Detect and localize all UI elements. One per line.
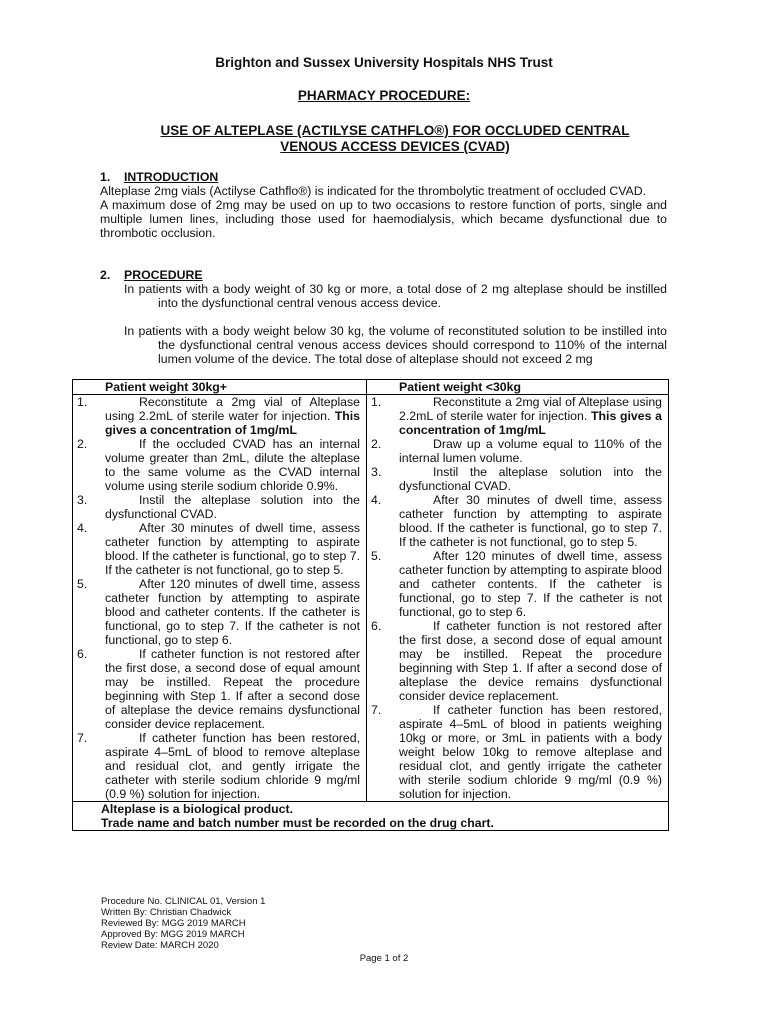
organisation-heading: Brighton and Sussex University Hospitals NHS Trust [215, 55, 553, 70]
step-text [105, 647, 360, 731]
step-body: If catheter function is not restored after the first dose, a second dose of equal amount may be instilled. Repeat the procedure beginning with Step 1. If after a second dose of alteplase the device remains dysfunctional consider device replacement. [399, 619, 662, 703]
step-number: 3. [77, 493, 88, 507]
step-text [399, 437, 662, 465]
step-body: Instil the alteplase solution into the dysfunctional CVAD. [105, 493, 360, 521]
step-body: Draw up a volume equal to 110% of the internal lumen volume. [399, 437, 662, 465]
procedure-heading [100, 268, 667, 282]
procedure-type-heading: PHARMACY PROCEDURE: [297, 88, 471, 103]
right-step-7 [371, 703, 662, 801]
step-text [105, 521, 360, 577]
step-number: 4. [371, 493, 382, 507]
step-body: If the occluded CVAD has an internal volume greater than 2mL, dilute the alteplase to the same volume as the CVAD internal volume using sterile sodium chloride 0.9%. [105, 437, 360, 493]
reviewed-by: Reviewed By: MGG 2019 MARCH [101, 918, 246, 929]
step-number: 3. [371, 465, 382, 479]
procedure-paragraph-1: In patients with a body weight of 30 kg or more, a total dose of 2 mg alteplase should be instilled into the dysfunctional central venous access device. [124, 282, 667, 310]
left-step-2 [77, 437, 360, 493]
step-number: 4. [77, 521, 88, 535]
procedure-number: Procedure No. CLINICAL 01, Version 1 [101, 896, 266, 907]
table-footer-row [73, 802, 669, 831]
step-emphasis: This gives a concentration of 1mg/mL [399, 409, 662, 437]
document-metadata [101, 896, 265, 951]
approved-by: Approved By: MGG 2019 MARCH [101, 929, 245, 940]
right-step-3 [371, 465, 662, 493]
procedure-paragraph-2: In patients with a body weight below 30 kg, the volume of reconstituted solution to be instilled into the dysfunctional central venous access devices should correspond to 110% of the internal lumen volume of the device. The total dose of alteplase should not exceed 2 mg [124, 324, 667, 366]
right-step-2 [371, 437, 662, 465]
right-step-5 [371, 549, 662, 619]
step-number: 2. [77, 437, 88, 451]
left-step-3 [77, 493, 360, 521]
left-step-5 [77, 577, 360, 647]
step-number: 2. [371, 437, 382, 451]
step-number: 5. [371, 549, 382, 563]
review-date: Review Date: MARCH 2020 [101, 940, 219, 951]
step-body: Reconstitute a 2mg vial of Alteplase using 2.2mL of sterile water for injection. [399, 395, 662, 423]
note-line-1: Alteplase is a biological product. [101, 802, 294, 816]
right-step-4 [371, 493, 662, 549]
step-emphasis: This gives a concentration of 1mg/mL [105, 409, 360, 437]
step-number: 7. [77, 731, 88, 745]
step-body: If catheter function has been restored, aspirate 4–5mL of blood to remove alteplase and residual clot, and gently irrigate the catheter with sterile sodium chloride 9 mg/ml (0.9 %) solution for injection. [105, 731, 360, 801]
step-number: 7. [371, 703, 382, 717]
left-steps-cell [73, 395, 367, 802]
left-step-1 [77, 395, 360, 437]
step-body: Reconstitute a 2mg vial of Alteplase using 2.2mL of sterile water for injection. [105, 395, 360, 423]
introduction-paragraph-1: Alteplase 2mg vials (Actilyse Cathflo®) is indicated for the thrombolytic treatment of occluded CVAD. [100, 184, 647, 198]
document-title [110, 123, 680, 155]
step-body: After 30 minutes of dwell time, assess catheter function by attempting to aspirate blood. If the catheter is functional, go to step 7. If the catheter is not functional, go to step 5. [105, 521, 360, 577]
step-body: After 30 minutes of dwell time, assess catheter function by attempting to aspirate blood. If the catheter is functional, go to step 7. If the catheter is not functional, go to step 5. [399, 493, 662, 549]
title-line-2: VENOUS ACCESS DEVICES (CVAD) [280, 139, 510, 154]
step-text [399, 619, 662, 703]
section-number: 2. [100, 268, 111, 282]
title-line-1: USE OF ALTEPLASE (ACTILYSE CATHFLO®) FOR OCCLUDED CENTRAL [160, 123, 630, 138]
biological-product-note [73, 802, 669, 831]
introduction-section [100, 170, 667, 240]
step-text [105, 731, 360, 801]
step-text [105, 577, 360, 647]
note-line-2: Trade name and batch number must be recorded on the drug chart. [101, 816, 494, 830]
right-column-header: Patient weight <30kg [367, 380, 669, 395]
step-text [399, 395, 662, 437]
step-body: After 120 minutes of dwell time, assess catheter function by attempting to aspirate blood and catheter contents. If the catheter is functional, go to step 7. If the catheter is not functional, go to step 6. [105, 577, 360, 647]
right-step-1 [371, 395, 662, 437]
step-body: Instil the alteplase solution into the dysfunctional CVAD. [399, 465, 662, 493]
table-header-row [73, 380, 669, 395]
step-number: 1. [371, 395, 382, 409]
step-number: 6. [77, 647, 88, 661]
right-step-6 [371, 619, 662, 703]
page-number: Page 1 of 2 [359, 953, 409, 964]
introduction-heading [100, 170, 667, 184]
section-title: PROCEDURE [124, 268, 203, 282]
procedure-section [100, 268, 667, 366]
dosing-steps-table [72, 379, 669, 831]
left-step-4 [77, 521, 360, 577]
section-number: 1. [100, 170, 111, 184]
step-text [105, 437, 360, 493]
step-text [399, 703, 662, 801]
table-steps-row [73, 395, 669, 802]
step-text [399, 493, 662, 549]
step-text [105, 395, 360, 437]
left-step-6 [77, 647, 360, 731]
step-body: If catheter function has been restored, aspirate 4–5mL of blood in patients weighing 10kg or more, or 3mL in patients with a body weight below 10kg to remove alteplase and residual clot, and gently irrigate the catheter with sterile sodium chloride 9 mg/ml (0.9 %) solution for injection. [399, 703, 662, 801]
step-body: If catheter function is not restored after the first dose, a second dose of equal amount may be instilled. Repeat the procedure beginning with Step 1. If after a second dose of alteplase the device remains dysfunctional consider device replacement. [105, 647, 360, 731]
step-number: 1. [77, 395, 88, 409]
written-by: Written By: Christian Chadwick [101, 907, 232, 918]
step-text [399, 465, 662, 493]
step-body: After 120 minutes of dwell time, assess catheter function by attempting to aspirate blood and catheter contents. If the catheter is functional, go to step 7. If the catheter is not functional, go to step 6. [399, 549, 662, 619]
section-title: INTRODUCTION [124, 170, 219, 184]
step-number: 6. [371, 619, 382, 633]
left-step-7 [77, 731, 360, 801]
introduction-paragraph-2: A maximum dose of 2mg may be used on up to two occasions to restore function of ports, single and multiple lumen lines, including those used for haemodialysis, which became dysfunctional due to thrombotic occlusion. [100, 198, 667, 240]
step-text [105, 493, 360, 521]
left-column-header: Patient weight 30kg+ [73, 380, 367, 395]
step-number: 5. [77, 577, 88, 591]
right-steps-cell [367, 395, 669, 802]
step-text [399, 549, 662, 619]
